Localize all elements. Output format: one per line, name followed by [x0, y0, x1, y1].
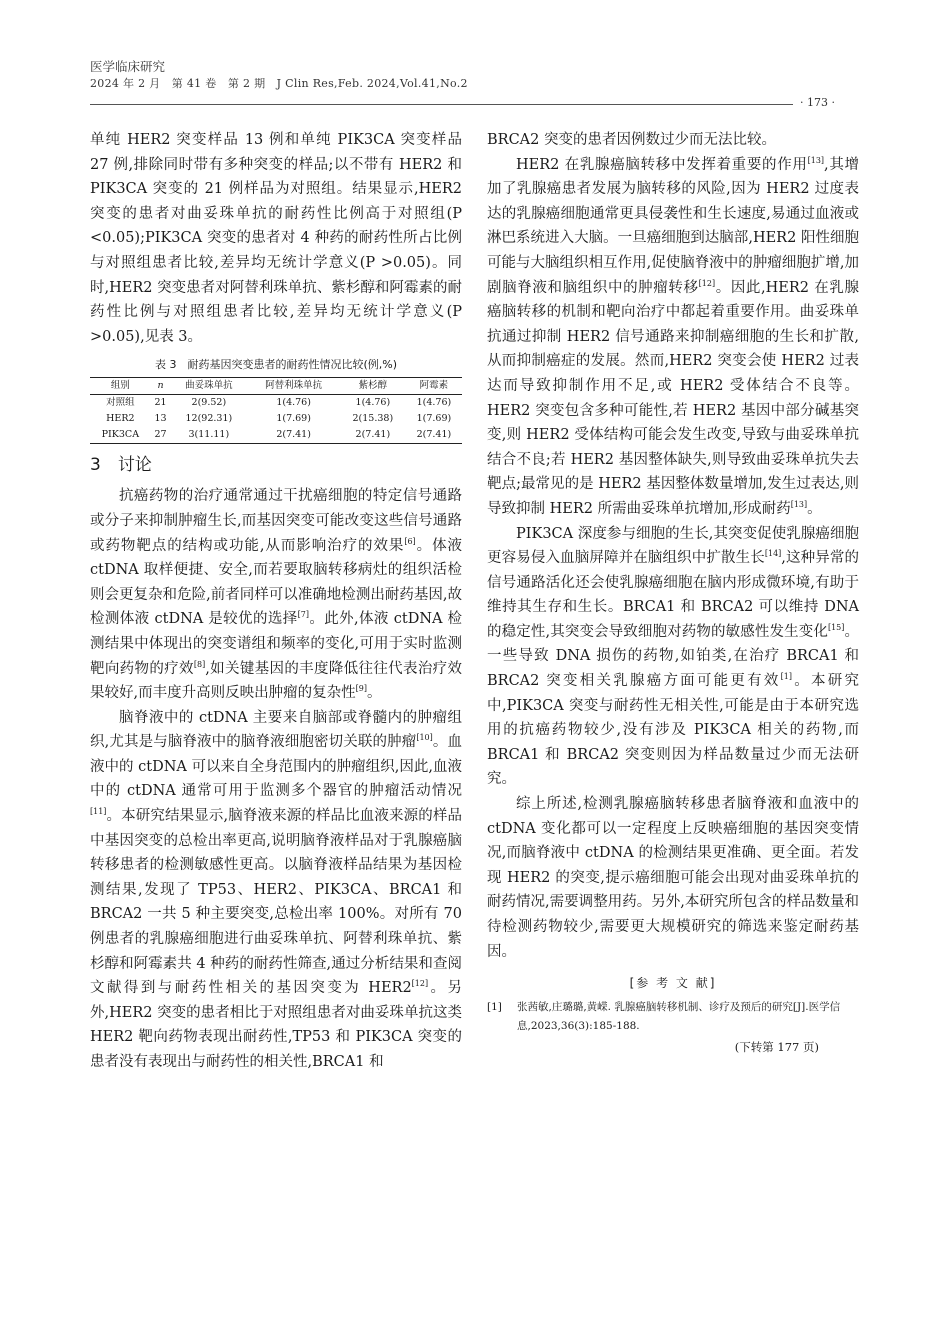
table-caption: 表 3 耐药基因突变患者的耐药性情况比较(例,%) [154, 358, 398, 372]
citation: [8] [193, 659, 206, 669]
continued-paragraph: BRCA2 突变的患者因例数过少而无法比较。 [487, 132, 776, 148]
running-header [90, 58, 860, 92]
text-run: 抗癌药物的治疗通常通过干扰癌细胞的特定信号通路或分子来抑制肿瘤生长,而基因突变可能改变这些信号通路或药物靶点的结构或功能,从而影响治疗的效果 [90, 488, 462, 554]
citation: [7] [297, 610, 309, 620]
citation: [1] [780, 672, 793, 682]
text-run: ,这种异常的信号通路活化还会使乳腺癌细胞在脑内形成微环境,有助于维持其生存和生长。BRCA1 和 BRCA2 可以维持 DNA 的稳定性,其突变会导致细胞对药物的敏感性发生变化 [487, 550, 860, 640]
table-cell: 2(9.52) [191, 397, 227, 409]
table-row [90, 411, 462, 427]
citation: [13] [790, 499, 808, 509]
col-header-paclitaxel: 紫杉醇 [358, 380, 388, 392]
citation: [12] [698, 278, 716, 288]
continued-note: (下转第 177 页) [734, 1040, 819, 1055]
citation: [14] [764, 549, 782, 559]
table-cell: 1(4.76) [355, 397, 391, 409]
table-row [90, 395, 462, 412]
citation: [13] [807, 155, 825, 165]
text-run: 。本研究中,PIK3CA 突变与耐药性无相关性,可能是由于本研究选用的抗癌药物较少,没有涉及 PIK3CA 相关的药物,而 BRCA1 和 BRCA2 突变则因为样品数量过少而无法研究。 [487, 673, 859, 788]
col-header-n: n [157, 380, 164, 392]
conclusion-paragraph: 综上所述,检测乳腺癌脑转移患者脑脊液和血液中的 ctDNA 变化都可以一定程度上反映癌细胞的基因突变情况,而脑脊液中 ctDNA 的检测结果更准确、更全面。若发现 HER2 的突变,提示癌细胞可能会出现对曲妥珠单抗的耐药情况,需要调整用药。另外,本研究所包含的样品数量和待检测药物较少,需要更大规模研究的筛选来鉴定耐药基因。 [487, 796, 859, 960]
issue-info: 2024 年 2 月 第 41 卷 第 2 期 J Clin Res,Feb. 2024,Vol.41,No.2 [90, 77, 468, 90]
col-header-doxorubicin: 阿霉素 [419, 380, 449, 392]
discussion-paragraph-2 [90, 706, 462, 1075]
table-cell: 2(7.41) [276, 429, 311, 441]
citation: [11] [90, 807, 107, 817]
journal-name: 医学临床研究 [90, 59, 166, 74]
citation: [9] [355, 684, 367, 694]
table-cell: 1(4.76) [416, 397, 452, 409]
citation: [10] [416, 733, 433, 743]
section-heading: 3 讨论 [90, 455, 152, 476]
table-cell: HER2 [106, 413, 135, 425]
right-column [487, 128, 859, 1058]
pik3ca-paragraph [487, 522, 859, 793]
text-run: 。因此,HER2 在乳腺癌脑转移的机制和靶向治疗中都起着重要作用。曲妥珠单抗通过抑制 HER2 信号通路来抑制癌细胞的生长和扩散,从而抑制癌症的发展。然而,HER2 突变会使 HER2 过表达而导致抑制作用不足,或 HER2 受体结合不良等。HER2 突变包含多种可能性,若 HER2 基因中部分碱基突变,则 HER2 受体结构可能会发生改变,导致与曲妥珠单抗结合不良;若 HER2 基因整体缺失,则导致曲妥珠单抗失去靶点;最常见的是 HER2 基因整体数量增加,发生过表达,则导致抑制 HER2 所需曲妥珠单抗增加,形成耐药 [487, 279, 859, 517]
text-run: PIK3CA 深度参与细胞的生长,其突变促使乳腺癌细胞更容易侵入血脑屏障并在脑组织中扩散生长 [487, 525, 859, 567]
text-run: 。本研究结果显示,脑脊液来源的样品比血液来源的样品中基因突变的总检出率更高,说明脑脊液样品对于乳腺癌脑转移患者的检测敏感性更高。以脑脊液样品结果为基因检测结果,发现了 TP53、HER2、PIK3CA、BRCA1 和 BRCA2 一共 5 种主要突变,总检出率 100%。对所有 70 例患者的乳腺癌细胞进行曲妥珠单抗、阿替利珠单抗、紫杉醇和阿霉素共 4 种药的耐药性筛查,通过分析结果和查阅文献得到与耐药性相关的基因突变为 HER2 [90, 808, 462, 997]
table-cell: 1(4.76) [276, 397, 311, 409]
table-cell: 3(11.11) [188, 429, 230, 441]
text-run: ,如关键基因的丰度降低往往代表治疗效果较好,而丰度升高则反映出肿瘤的复杂性 [90, 660, 463, 702]
references-heading: [参 考 文 献] [629, 976, 717, 991]
table-cell: 13 [154, 413, 167, 425]
text-run: HER2 在乳腺癌脑转移中发挥着重要的作用 [516, 156, 808, 173]
reference-item [487, 998, 859, 1036]
table-cell: 2(7.41) [416, 429, 452, 441]
citation: [15] [827, 622, 845, 632]
table-cell: 对照组 [106, 397, 135, 409]
her2-paragraph [487, 153, 859, 522]
text-run: 。另外,HER2 突变的患者相比于对照组患者对曲妥珠单抗这类 HER2 靶向药物表现出耐药性,TP53 和 PIK3CA 突变的患者没有表现出与耐药性的相关性,BRCA1 和 [90, 980, 462, 1070]
reference-number: [1] [487, 1001, 502, 1014]
text-run: 。此外,体液 ctDNA 检测结果中体现出的突变谱组和频率的变化,可用于实时监测靶向药物的疗效 [90, 611, 463, 677]
text-run: 。 [366, 685, 382, 702]
table-cell: PIK3CA [101, 429, 140, 441]
col-header-group: 组别 [110, 380, 130, 392]
text-run: ,其增加了乳腺癌患者发展为脑转移的风险,因为 HER2 过度表达的乳腺癌细胞通常更具侵袭性和生长速度,易通过血液或淋巴系统进入大脑。一旦癌细胞到达脑部,HER2 阳性细胞可能与大脑组织相互作用,促使脑脊液中的肿瘤细胞扩增,加剧脑脊液和脑组织中的肿瘤转移 [487, 156, 860, 296]
text-run: 。一些导致 DNA 损伤的药物,如铂类,在治疗 BRCA1 和 BRCA2 突变相关乳腺癌方面可能更有效 [487, 623, 860, 690]
table-cell: 1(7.69) [416, 413, 452, 425]
table-cell: 2(7.41) [355, 429, 391, 441]
header-rule [90, 104, 793, 105]
text-run: 。 [807, 500, 822, 517]
table-3 [90, 377, 462, 444]
table-row [90, 427, 462, 444]
table-header-row [90, 378, 462, 395]
col-header-atezolizumab: 阿替利珠单抗 [265, 380, 323, 392]
table-cell: 21 [154, 397, 167, 409]
reference-text: 张茜敏,庄璐璐,黄嵘. 乳腺癌脑转移机制、诊疗及预后的研究[J].医学信息,2023,36(3):185-188. [517, 1001, 841, 1033]
text-run: 脑脊液中的 ctDNA 主要来自脑部或脊髓内的肿瘤组织,尤其是与脑脊液中的脑脊液细胞密切关联的肿瘤 [90, 709, 462, 751]
table-cell: 2(15.38) [352, 413, 394, 425]
discussion-paragraph-1 [90, 484, 462, 705]
table-cell: 12(92.31) [185, 413, 233, 425]
text-run: 。血液中的 ctDNA 可以来自全身范围内的肿瘤组织,因此,血液中的 ctDNA 通常可用于监测多个器官的肿瘤活动情况 [90, 734, 463, 800]
table-cell: 27 [154, 429, 167, 441]
table-cell: 1(7.69) [276, 413, 311, 425]
page-number: · 173 · [800, 96, 835, 109]
text-run: 。体液 ctDNA 取样便捷、安全,而若要取脑转移病灶的组织活检则会更复杂和危险,前者同样可以准确地检测出耐药基因,故检测体液 ctDNA 是较优的选择 [90, 537, 463, 628]
col-header-trastuzumab: 曲妥珠单抗 [185, 380, 233, 392]
results-paragraph: 单纯 HER2 突变样品 13 例和单纯 PIK3CA 突变样品 27 例,排除同时带有多种突变的样品;以不带有 HER2 和 PIK3CA 突变的 21 例样品为对照组。结果显示,HER2 突变的患者对曲妥珠单抗的耐药性比例高于对照组(P <0.05);PIK3CA 突变的患者对 4 种药的耐药性所占比例与对照组患者比较,差异均无统计学意义(P >0.05)。同时,HER2 突变患者对阿替利珠单抗、紫杉醇和阿霉素的耐药性比例与对照组患者比较,差异均无统计学意义(P >0.05),见表 3。 [90, 132, 462, 345]
citation: [6] [404, 536, 416, 546]
citation: [12] [411, 979, 429, 989]
left-column [90, 128, 462, 1075]
